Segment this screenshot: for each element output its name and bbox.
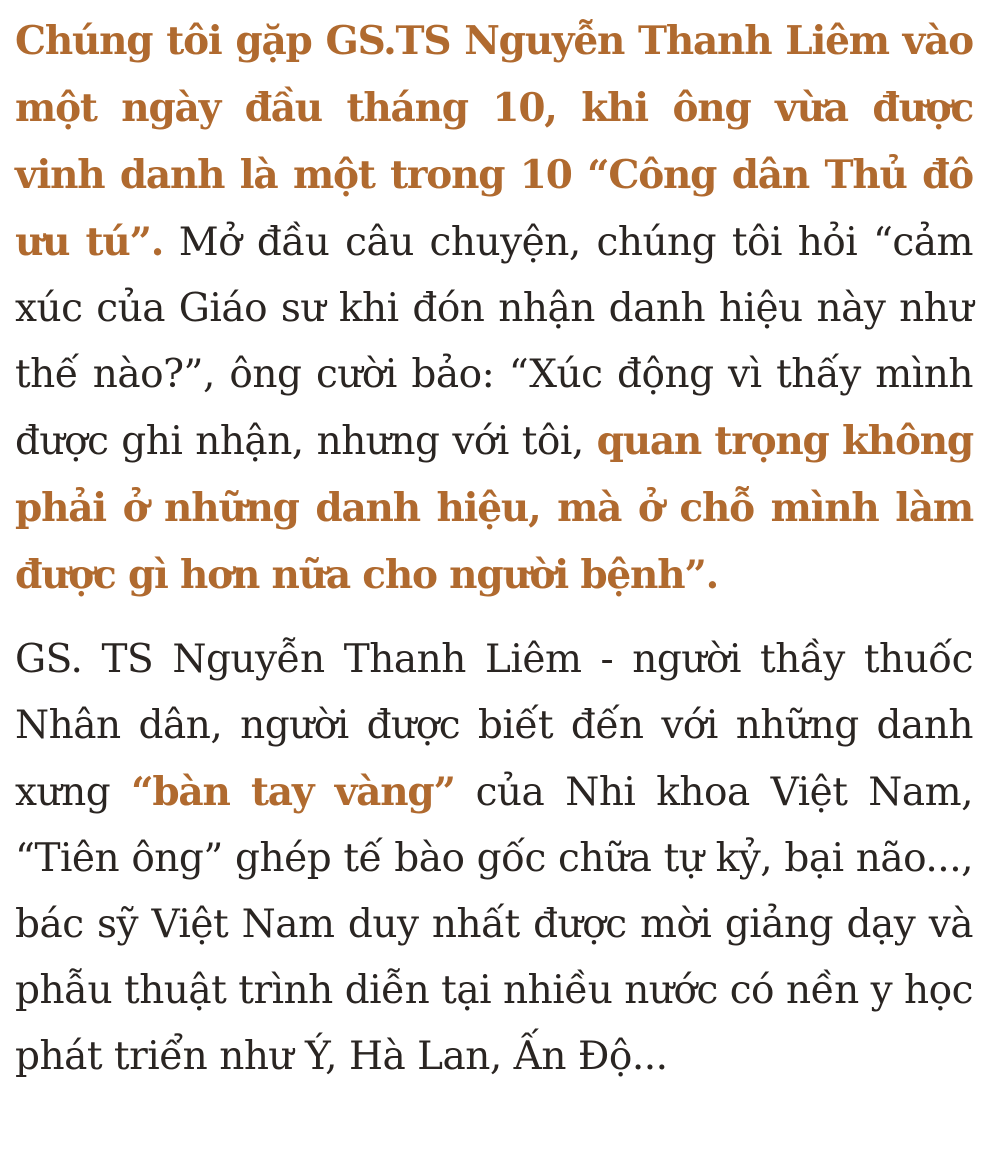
- paragraph-biography: [15, 627, 973, 1090]
- golden-hands-highlight: “bàn tay vàng”: [131, 769, 455, 815]
- biography-text-after: của Nhi khoa Việt Nam, “Tiên ông” ghép tế bào gốc chữa tự kỷ, bại não..., bác sỹ Việt Nam duy nhất được mời giảng dạy và phẫu thuật trình diễn tại nhiều nước có nền y học phát triển như Ý, Hà Lan, Ấn Độ...: [15, 770, 974, 1079]
- biography-text-before: GS. TS Nguyễn Thanh Liêm - người thầy thuốc Nhân dân, người được biết đến với những danh xưng: [15, 637, 973, 815]
- article-body: [15, 8, 973, 1090]
- paragraph-intro: [15, 8, 973, 609]
- intro-body-text: Mở đầu câu chuyện, chúng tôi hỏi “cảm xúc của Giáo sư khi đón nhận danh hiệu này như thế nào?”, ông cười bảo: “Xúc động vì thấy mình được ghi nhận, nhưng với tôi,: [15, 220, 973, 464]
- quote-highlight-text: quan trọng không phải ở những danh hiệu, mà ở chỗ mình làm được gì hơn nữa cho người bệnh”.: [15, 418, 973, 598]
- lead-highlight-text: Chúng tôi gặp GS.TS Nguyễn Thanh Liêm vào một ngày đầu tháng 10, khi ông vừa được vinh danh là một trong 10 “Công dân Thủ đô ưu tú”.: [15, 18, 973, 265]
